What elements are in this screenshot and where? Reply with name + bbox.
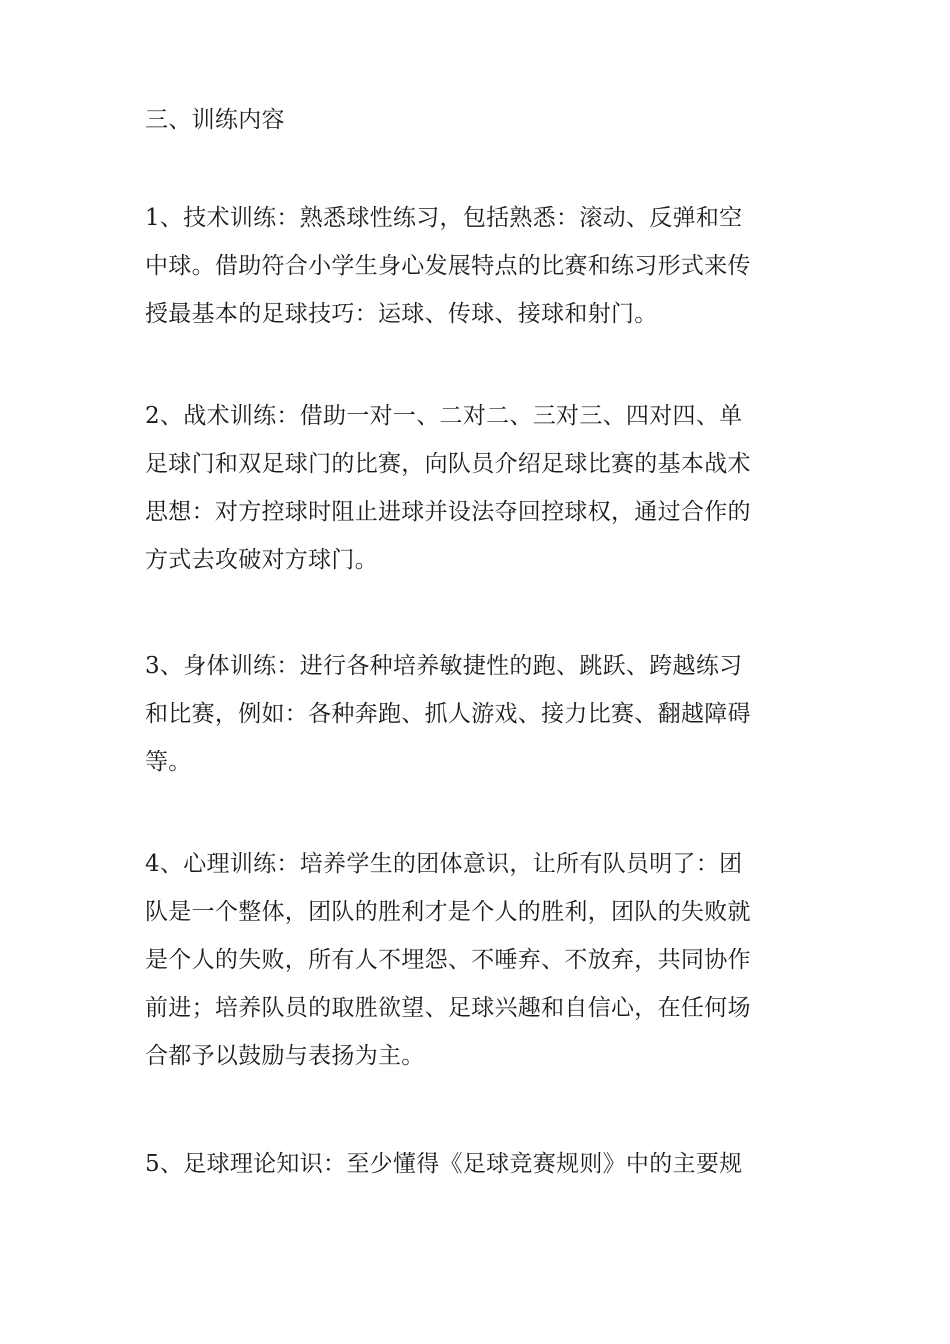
paragraph-line: 是个人的失败，所有人不埋怨、不唾弃、不放弃，共同协作	[145, 947, 751, 973]
paragraph-line: 方式去攻破对方球门。	[145, 547, 378, 573]
paragraph-line: 合都予以鼓励与表扬为主。	[145, 1043, 425, 1069]
paragraph-line: 3、身体训练：进行各种培养敏捷性的跑、跳跃、跨越练习	[145, 653, 743, 679]
paragraph-tactical-training	[145, 392, 810, 584]
paragraph-football-theory	[145, 1140, 810, 1188]
paragraph-line: 5、足球理论知识：至少懂得《足球竞赛规则》中的主要规	[145, 1151, 743, 1177]
paragraph-technical-training	[145, 194, 810, 338]
paragraph-line: 2、战术训练：借助一对一、二对二、三对三、四对四、单	[145, 403, 743, 429]
paragraph-line: 授最基本的足球技巧：运球、传球、接球和射门。	[145, 301, 658, 327]
paragraph-physical-training	[145, 642, 810, 786]
paragraph-line: 4、心理训练：培养学生的团体意识，让所有队员明了：团	[145, 851, 743, 877]
paragraph-line: 前进；培养队员的取胜欲望、足球兴趣和自信心，在任何场	[145, 995, 751, 1021]
section-heading	[145, 96, 810, 144]
heading-text: 三、训练内容	[145, 107, 285, 133]
paragraph-line: 队是一个整体，团队的胜利才是个人的胜利，团队的失败就	[145, 899, 751, 925]
paragraph-line: 中球。借助符合小学生身心发展特点的比赛和练习形式来传	[145, 253, 751, 279]
paragraph-psychological-training	[145, 840, 810, 1080]
paragraph-line: 和比赛，例如：各种奔跑、抓人游戏、接力比赛、翻越障碍	[145, 701, 751, 727]
paragraph-line: 等。	[145, 749, 192, 775]
paragraph-line: 足球门和双足球门的比赛，向队员介绍足球比赛的基本战术	[145, 451, 751, 477]
paragraph-line: 1、技术训练：熟悉球性练习，包括熟悉：滚动、反弹和空	[145, 205, 743, 231]
paragraph-line: 思想：对方控球时阻止进球并设法夺回控球权，通过合作的	[145, 499, 751, 525]
